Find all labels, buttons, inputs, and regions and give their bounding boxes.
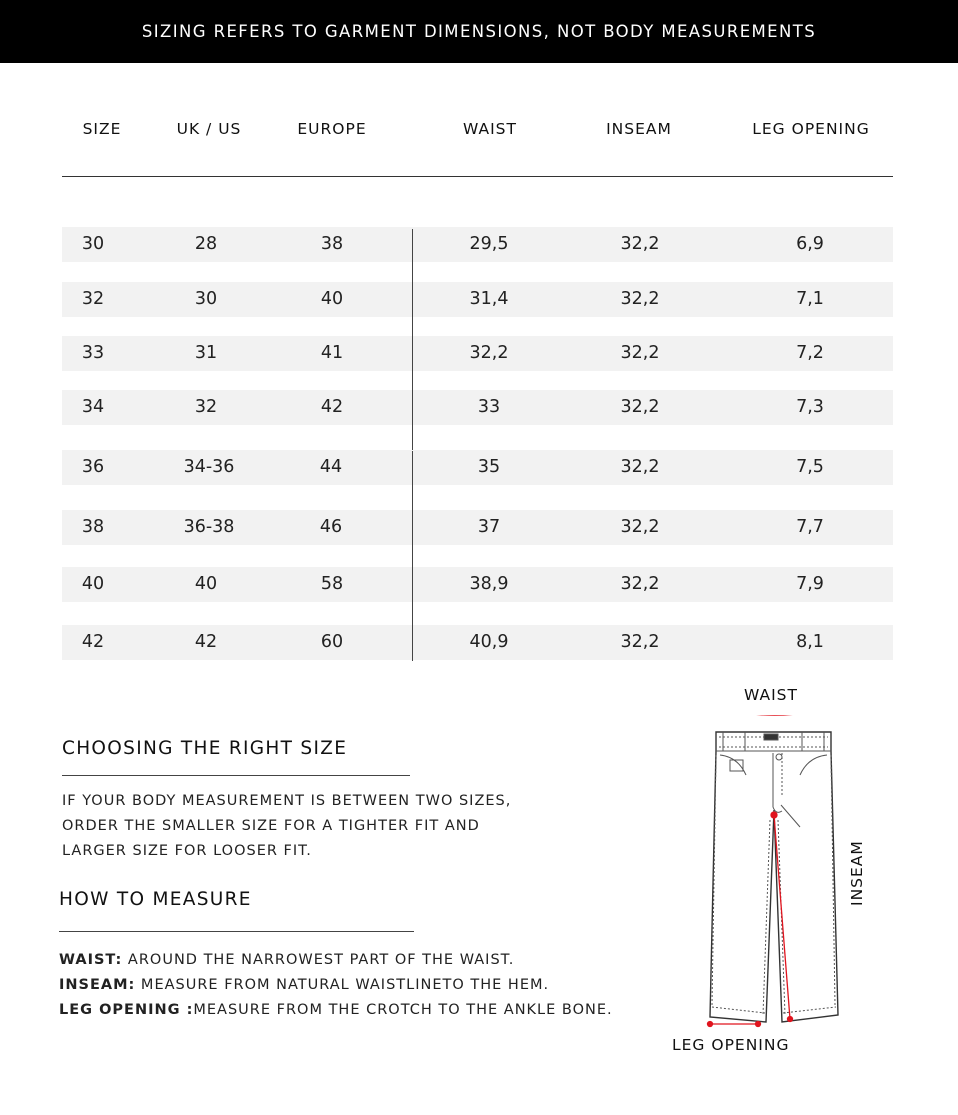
how-to-measure-heading: HOW TO MEASURE bbox=[59, 889, 252, 910]
leg-opening-label: LEG OPENING bbox=[672, 1036, 790, 1054]
cell-waist: 31,4 bbox=[469, 289, 509, 309]
cell-europe: 41 bbox=[320, 343, 344, 363]
cell-europe: 38 bbox=[320, 234, 344, 254]
measure-term: WAIST: bbox=[59, 952, 123, 968]
cell-inseam: 32,2 bbox=[620, 397, 660, 417]
table-row bbox=[62, 227, 893, 262]
choosing-line: ORDER THE SMALLER SIZE FOR A TIGHTER FIT AND bbox=[62, 818, 480, 834]
cell-leg-opening: 6,9 bbox=[796, 234, 824, 254]
cell-europe: 58 bbox=[320, 574, 344, 594]
measure-text: AROUND THE NARROWEST PART OF THE WAIST. bbox=[122, 952, 515, 968]
inseam-label: INSEAM bbox=[848, 840, 866, 906]
cell-waist: 40,9 bbox=[469, 632, 509, 652]
cell-inseam: 32,2 bbox=[620, 632, 660, 652]
col-header-waist: WAIST bbox=[463, 120, 517, 138]
cell-uk-us: 31 bbox=[194, 343, 218, 363]
cell-leg-opening: 7,1 bbox=[796, 289, 824, 309]
choosing-size-heading: CHOOSING THE RIGHT SIZE bbox=[62, 738, 348, 759]
cell-size: 34 bbox=[81, 397, 105, 417]
column-separator bbox=[412, 451, 413, 661]
cell-uk-us: 34-36 bbox=[183, 457, 235, 477]
header-divider bbox=[62, 176, 893, 177]
measure-inseam bbox=[59, 973, 549, 998]
cell-uk-us: 30 bbox=[194, 289, 218, 309]
col-header-size: SIZE bbox=[82, 120, 122, 138]
cell-leg-opening: 7,5 bbox=[796, 457, 824, 477]
cell-size: 30 bbox=[81, 234, 105, 254]
cell-uk-us: 36-38 bbox=[183, 517, 235, 537]
cell-size: 42 bbox=[81, 632, 105, 652]
cell-europe: 44 bbox=[319, 457, 343, 477]
table-row bbox=[62, 390, 893, 425]
jeans-diagram-icon bbox=[690, 715, 850, 1060]
cell-leg-opening: 7,9 bbox=[796, 574, 824, 594]
cell-waist: 38,9 bbox=[469, 574, 509, 594]
cell-size: 33 bbox=[81, 343, 105, 363]
jeans-outline bbox=[710, 732, 838, 1022]
sizing-banner: SIZING REFERS TO GARMENT DIMENSIONS, NOT BODY MEASUREMENTS bbox=[0, 0, 958, 63]
cell-size: 32 bbox=[81, 289, 105, 309]
cell-inseam: 32,2 bbox=[620, 574, 660, 594]
cell-europe: 40 bbox=[320, 289, 344, 309]
cell-uk-us: 28 bbox=[194, 234, 218, 254]
choosing-line: IF YOUR BODY MEASUREMENT IS BETWEEN TWO SIZES, bbox=[62, 793, 512, 809]
choosing-divider bbox=[62, 775, 410, 776]
cell-inseam: 32,2 bbox=[620, 517, 660, 537]
cell-size: 40 bbox=[81, 574, 105, 594]
col-header-inseam: INSEAM bbox=[606, 120, 672, 138]
cell-waist: 29,5 bbox=[469, 234, 509, 254]
col-header-uk-us: UK / US bbox=[176, 120, 242, 138]
cell-leg-opening: 7,7 bbox=[796, 517, 824, 537]
how-to-measure-divider bbox=[59, 931, 414, 932]
cell-inseam: 32,2 bbox=[620, 343, 660, 363]
measure-term: INSEAM: bbox=[59, 977, 136, 993]
cell-inseam: 32,2 bbox=[620, 289, 660, 309]
cell-europe: 60 bbox=[320, 632, 344, 652]
cell-uk-us: 40 bbox=[194, 574, 218, 594]
table-row bbox=[62, 282, 893, 317]
measure-leg-opening bbox=[59, 998, 613, 1023]
waist-label: WAIST bbox=[744, 686, 798, 704]
measure-text: MEASURE FROM NATURAL WAISTLINETO THE HEM. bbox=[135, 977, 550, 993]
cell-uk-us: 42 bbox=[194, 632, 218, 652]
cell-size: 38 bbox=[81, 517, 105, 537]
cell-size: 36 bbox=[81, 457, 105, 477]
cell-leg-opening: 7,3 bbox=[796, 397, 824, 417]
cell-leg-opening: 8,1 bbox=[796, 632, 824, 652]
table-row bbox=[62, 510, 893, 545]
column-separator bbox=[412, 229, 413, 450]
measure-waist bbox=[59, 948, 514, 973]
cell-uk-us: 32 bbox=[194, 397, 218, 417]
cell-waist: 37 bbox=[477, 517, 501, 537]
table-row bbox=[62, 450, 893, 485]
cell-inseam: 32,2 bbox=[620, 234, 660, 254]
table-row bbox=[62, 625, 893, 660]
cell-leg-opening: 7,2 bbox=[796, 343, 824, 363]
cell-europe: 42 bbox=[320, 397, 344, 417]
choosing-line: LARGER SIZE FOR LOOSER FIT. bbox=[62, 843, 312, 859]
table-row bbox=[62, 567, 893, 602]
table-row bbox=[62, 336, 893, 371]
col-header-leg-opening: LEG OPENING bbox=[752, 120, 870, 138]
cell-waist: 32,2 bbox=[469, 343, 509, 363]
cell-inseam: 32,2 bbox=[620, 457, 660, 477]
col-header-europe: EUROPE bbox=[297, 120, 367, 138]
cell-europe: 46 bbox=[319, 517, 343, 537]
measure-term: LEG OPENING : bbox=[59, 1002, 194, 1018]
measure-text: MEASURE FROM THE CROTCH TO THE ANKLE BONE. bbox=[193, 1002, 613, 1018]
cell-waist: 35 bbox=[477, 457, 501, 477]
cell-waist: 33 bbox=[477, 397, 501, 417]
